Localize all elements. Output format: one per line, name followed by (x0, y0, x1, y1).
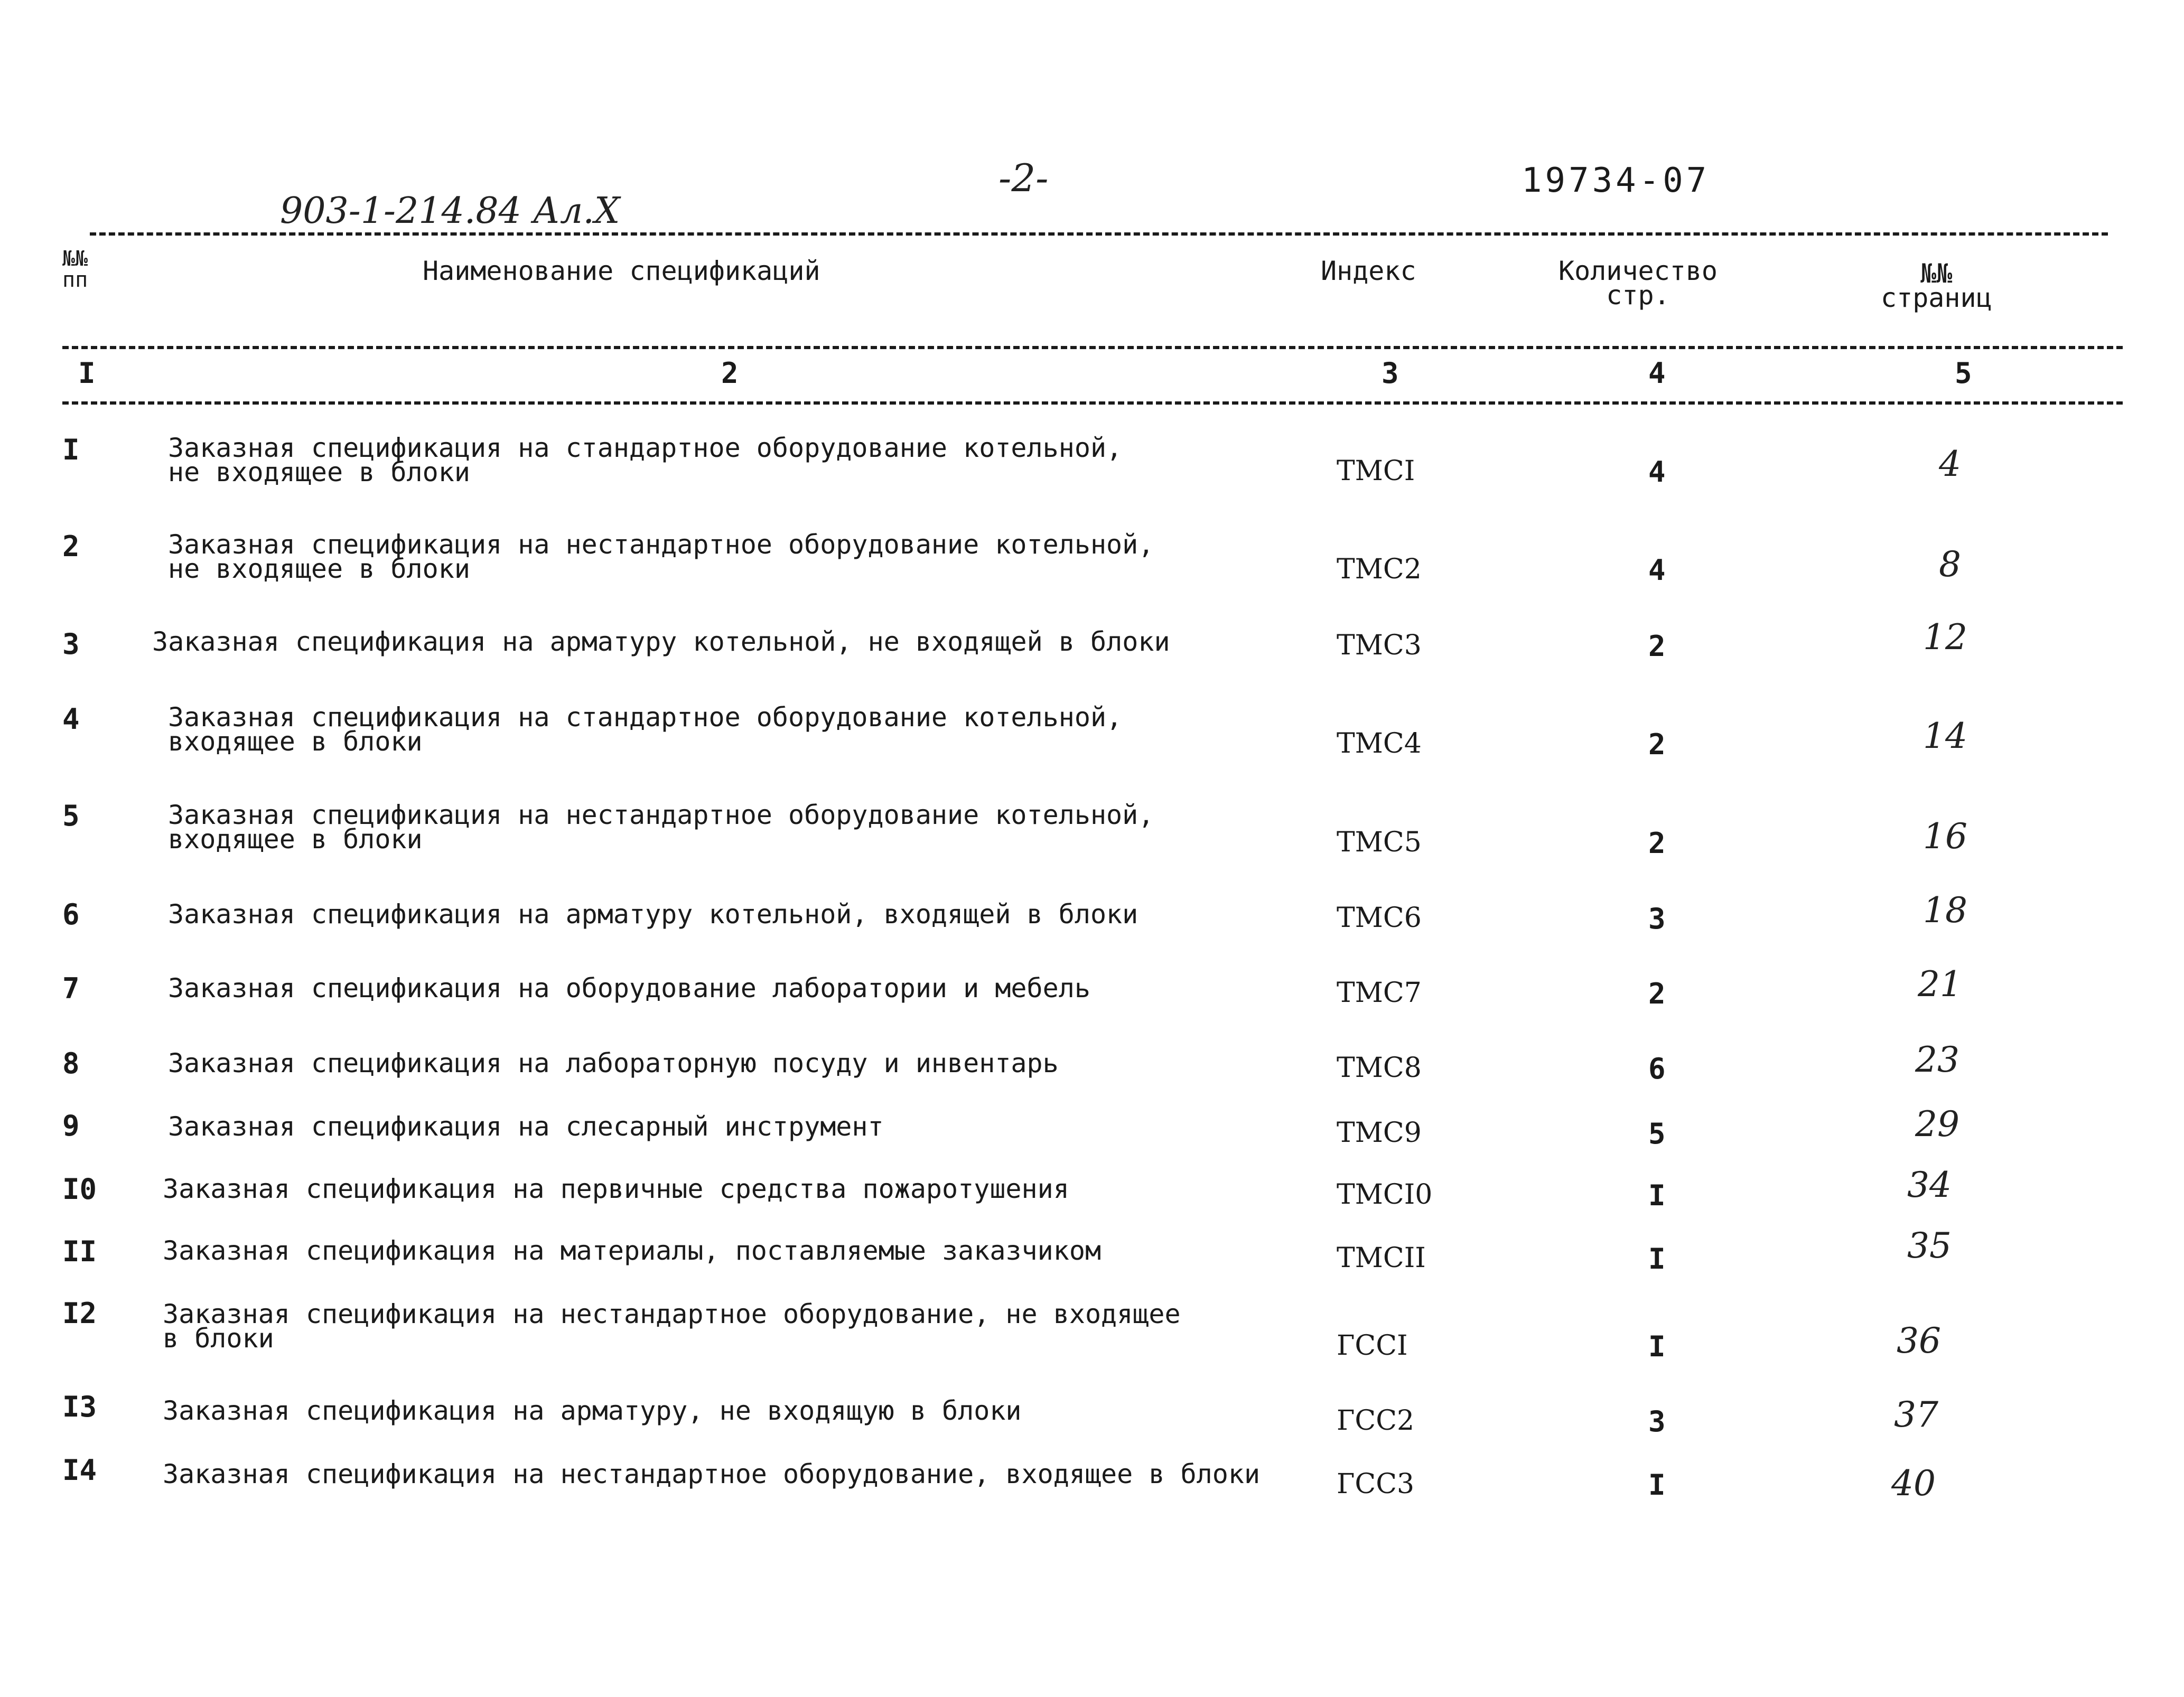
inventory-number: 19734-07 (1522, 161, 1710, 200)
row-page: 36 (1897, 1320, 1941, 1361)
row-name: Заказная спецификация на материалы, поставляемые заказчиком (163, 1235, 1102, 1266)
row-index: ТМС8 (1337, 1052, 1422, 1084)
row-name: Заказная спецификация на лабораторную посуду и инвентарь (168, 1048, 1059, 1079)
header-index: Индекс (1321, 256, 1416, 286)
row-name: Заказная спецификация на нестандартное оборудование котельной, входящее в блоки (168, 800, 1154, 855)
row-name: Заказная спецификация на стандартное оборудование котельной, не входящее в блоки (168, 433, 1123, 487)
row-number: 8 (62, 1047, 80, 1080)
page-marker: -2- (998, 156, 1049, 200)
row-index: ТМС5 (1337, 827, 1422, 858)
column-number-rule (62, 401, 2123, 405)
row-page: 16 (1923, 816, 1967, 857)
row-index: ТМС7 (1337, 977, 1422, 1009)
top-rule (90, 232, 2108, 236)
column-number-3: 3 (1382, 357, 1399, 390)
row-number: 2 (62, 530, 80, 563)
row-name: Заказная спецификация на нестандартное оборудование котельной, не входящее в блоки (168, 529, 1154, 584)
row-qty: 2 (1648, 977, 1666, 1010)
row-page: 21 (1918, 964, 1962, 1005)
row-number: 6 (62, 898, 80, 931)
row-index: ТМСI0 (1337, 1179, 1433, 1211)
header-bottom-rule (62, 346, 2123, 349)
column-number-1: I (78, 357, 96, 390)
row-name: Заказная спецификация на слесарный инструмент (168, 1111, 884, 1142)
row-index: ТМСII (1337, 1242, 1426, 1274)
row-qty: 5 (1648, 1117, 1666, 1150)
row-number: I (62, 433, 80, 466)
row-qty: 2 (1648, 630, 1666, 663)
row-qty: 3 (1648, 902, 1666, 935)
row-page: 8 (1939, 544, 1961, 585)
row-number: I3 (62, 1390, 97, 1423)
row-page: 37 (1894, 1394, 1938, 1435)
header-qty: Количество стр. (1558, 256, 1718, 311)
row-number: 9 (62, 1109, 80, 1142)
row-qty: 4 (1648, 554, 1666, 587)
row-index: ТМС6 (1337, 902, 1422, 934)
row-number: 5 (62, 799, 80, 832)
row-page: 34 (1907, 1165, 1952, 1205)
row-qty: 6 (1648, 1052, 1666, 1085)
row-page: 29 (1915, 1104, 1959, 1145)
row-number: I2 (62, 1297, 97, 1330)
row-page: 18 (1923, 890, 1967, 931)
row-number: I0 (62, 1173, 97, 1206)
header-pages: №№ страниц (1881, 258, 1992, 313)
row-qty: I (1648, 1330, 1666, 1363)
document-code: 903-1-214.84 Ал.X (280, 190, 620, 232)
row-number: I4 (62, 1454, 97, 1487)
row-index: ТМСI (1337, 455, 1415, 487)
column-number-5: 5 (1955, 357, 1972, 390)
row-page: 40 (1891, 1463, 1936, 1504)
row-index: ТМС9 (1337, 1117, 1422, 1149)
row-name: Заказная спецификация на первичные средства пожаротушения (163, 1174, 1069, 1204)
row-page: 14 (1923, 716, 1967, 756)
row-page: 12 (1923, 617, 1967, 658)
row-qty: 2 (1648, 728, 1666, 761)
row-page: 23 (1915, 1039, 1959, 1080)
header-name: Наименование спецификаций (423, 256, 820, 286)
column-number-2: 2 (721, 357, 739, 390)
row-qty: 3 (1648, 1405, 1666, 1438)
row-qty: 4 (1648, 455, 1666, 489)
row-name: Заказная спецификация на арматуру котельной, входящей в блоки (168, 899, 1138, 930)
row-number: 4 (62, 702, 80, 736)
row-name: Заказная спецификация на арматуру, не входящую в блоки (163, 1395, 1022, 1426)
row-number: II (62, 1235, 97, 1268)
row-name: Заказная спецификация на нестандартное оборудование, не входящее в блоки (163, 1299, 1181, 1354)
row-number: 7 (62, 972, 80, 1005)
header-num: №№ пп (62, 247, 88, 292)
row-index: ГСС3 (1337, 1468, 1415, 1500)
row-index: ГССI (1337, 1330, 1408, 1362)
row-index: ТМС4 (1337, 728, 1422, 760)
row-index: ГСС2 (1337, 1405, 1415, 1437)
row-index: ТМС3 (1337, 630, 1422, 661)
row-qty: I (1648, 1468, 1666, 1502)
row-name: Заказная спецификация на оборудование лаборатории и мебель (168, 973, 1090, 1004)
row-page: 35 (1907, 1225, 1952, 1266)
row-qty: I (1648, 1179, 1666, 1212)
row-qty: I (1648, 1242, 1666, 1276)
row-number: 3 (62, 627, 80, 661)
row-page: 4 (1939, 444, 1961, 484)
row-name: Заказная спецификация на арматуру котельной, не входящей в блоки (152, 626, 1170, 657)
row-qty: 2 (1648, 827, 1666, 860)
row-name: Заказная спецификация на нестандартное оборудование, входящее в блоки (163, 1459, 1261, 1489)
row-name: Заказная спецификация на стандартное оборудование котельной, входящее в блоки (168, 702, 1123, 757)
row-index: ТМС2 (1337, 554, 1422, 585)
column-number-4: 4 (1648, 357, 1666, 390)
